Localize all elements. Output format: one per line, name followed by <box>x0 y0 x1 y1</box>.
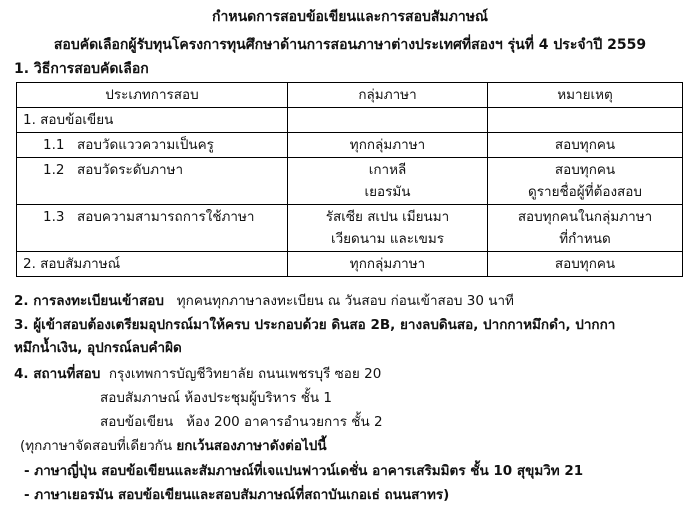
item-number: 1.2 <box>43 162 65 178</box>
cell-language-group: ทุกกลุ่มภาษา <box>288 133 488 158</box>
exception-note-text: (ทุกภาษาจัดสอบที่เดียวกัน <box>20 438 177 454</box>
item-label: สอบวัดแววความเป็นครู <box>77 137 214 153</box>
cell-language-group <box>288 158 488 205</box>
document-subtitle: สอบคัดเลือกผู้รับทุนโครงการทุนศึกษาด้านการสอนภาษาต่างประเทศที่สองฯ รุ่นที่ 4 ประจำปี 2559 <box>53 37 647 53</box>
section-4-line-3: สอบข้อเขียน ห้อง 200 อาคารอำนวยการ ชั้น 2 <box>100 414 383 430</box>
cell-remark: สอบทุกคน <box>488 252 683 277</box>
exception-bullet-german: - ภาษาเยอรมัน สอบข้อเขียนและสอบสัมภาษณ์ที่สถาบันเกอเธ่ ถนนสาทร) <box>24 487 450 503</box>
item-label: สอบความสามารถการใช้ภาษา <box>77 209 255 225</box>
header-remark: หมายเหตุ <box>488 83 683 108</box>
group-line: เกาหลี <box>368 162 407 178</box>
section-4-line-2: สอบสัมภาษณ์ ห้องประชุมผู้บริหาร ชั้น 1 <box>100 390 333 406</box>
table-row <box>17 133 683 158</box>
cell-exam-type <box>17 158 288 205</box>
group-line: เวียดนาม และเขมร <box>330 231 445 247</box>
header-exam-type: ประเภทการสอบ <box>17 83 288 108</box>
section-4 <box>14 362 381 384</box>
table-header-row <box>17 83 683 108</box>
cell-language-group <box>288 108 488 133</box>
exam-schedule-table <box>16 82 683 277</box>
section-2 <box>14 289 514 311</box>
table-row <box>17 252 683 277</box>
exception-bullet-japanese: - ภาษาญี่ปุ่น สอบข้อเขียนและสัมภาษณ์ที่เจแปนฟาวน์เดชั่น อาคารเสริมมิตร ชั้น 10 สุขุมวิท 21 <box>24 463 584 479</box>
group-line: เยอรมัน <box>364 184 411 200</box>
item-number: 1.3 <box>43 209 65 225</box>
table-row <box>17 205 683 252</box>
remark-line: ที่กำหนด <box>559 231 611 247</box>
cell-exam-type <box>17 133 288 158</box>
remark-line: สอบทุกคนในกลุ่มภาษา <box>517 209 653 225</box>
cell-remark: สอบทุกคน <box>488 133 683 158</box>
section-2-text: ทุกคนทุกภาษาลงทะเบียน ณ วันสอบ ก่อนเข้าสอบ 30 นาที <box>176 293 514 309</box>
section-2-heading: 2. การลงทะเบียนเข้าสอบ <box>14 293 164 309</box>
cell-remark <box>488 205 683 252</box>
header-language-group: กลุ่มภาษา <box>288 83 488 108</box>
exception-note-bold: ยกเว้นสองภาษาดังต่อไปนี้ <box>176 438 327 454</box>
section-1-heading: 1. วิธีการสอบคัดเลือก <box>14 61 149 77</box>
item-number: 1.1 <box>43 137 65 153</box>
group-line: รัสเซีย สเปน เมียนมา <box>325 209 450 225</box>
section-3-line-2: หมึกน้ำเงิน, อุปกรณ์ลบคำผิด <box>14 340 182 356</box>
cell-exam-type: 1. สอบข้อเขียน <box>17 108 288 133</box>
table-row <box>17 158 683 205</box>
section-4-line-1: กรุงเทพการบัญชีวิทยาลัย ถนนเพชรบุรี ซอย 20 <box>108 366 382 382</box>
remark-line: ดูรายชื่อผู้ที่ต้องสอบ <box>528 184 642 200</box>
document-title: กำหนดการสอบข้อเขียนและการสอบสัมภาษณ์ <box>212 9 488 25</box>
table-row <box>17 108 683 133</box>
cell-exam-type <box>17 205 288 252</box>
cell-language-group: ทุกกลุ่มภาษา <box>288 252 488 277</box>
section-3-line-1: 3. ผู้เข้าสอบต้องเตรียมอุปกรณ์มาให้ครบ ประกอบด้วย ดินสอ 2B, ยางลบดินสอ, ปากกาหมึกดำ, ปากกา <box>14 317 616 333</box>
cell-language-group <box>288 205 488 252</box>
exception-note <box>20 434 327 456</box>
cell-exam-type: 2. สอบสัมภาษณ์ <box>17 252 288 277</box>
cell-remark <box>488 108 683 133</box>
remark-line: สอบทุกคน <box>554 162 616 178</box>
item-label: สอบวัดระดับภาษา <box>77 162 184 178</box>
section-4-heading: 4. สถานที่สอบ <box>14 366 101 382</box>
cell-remark <box>488 158 683 205</box>
